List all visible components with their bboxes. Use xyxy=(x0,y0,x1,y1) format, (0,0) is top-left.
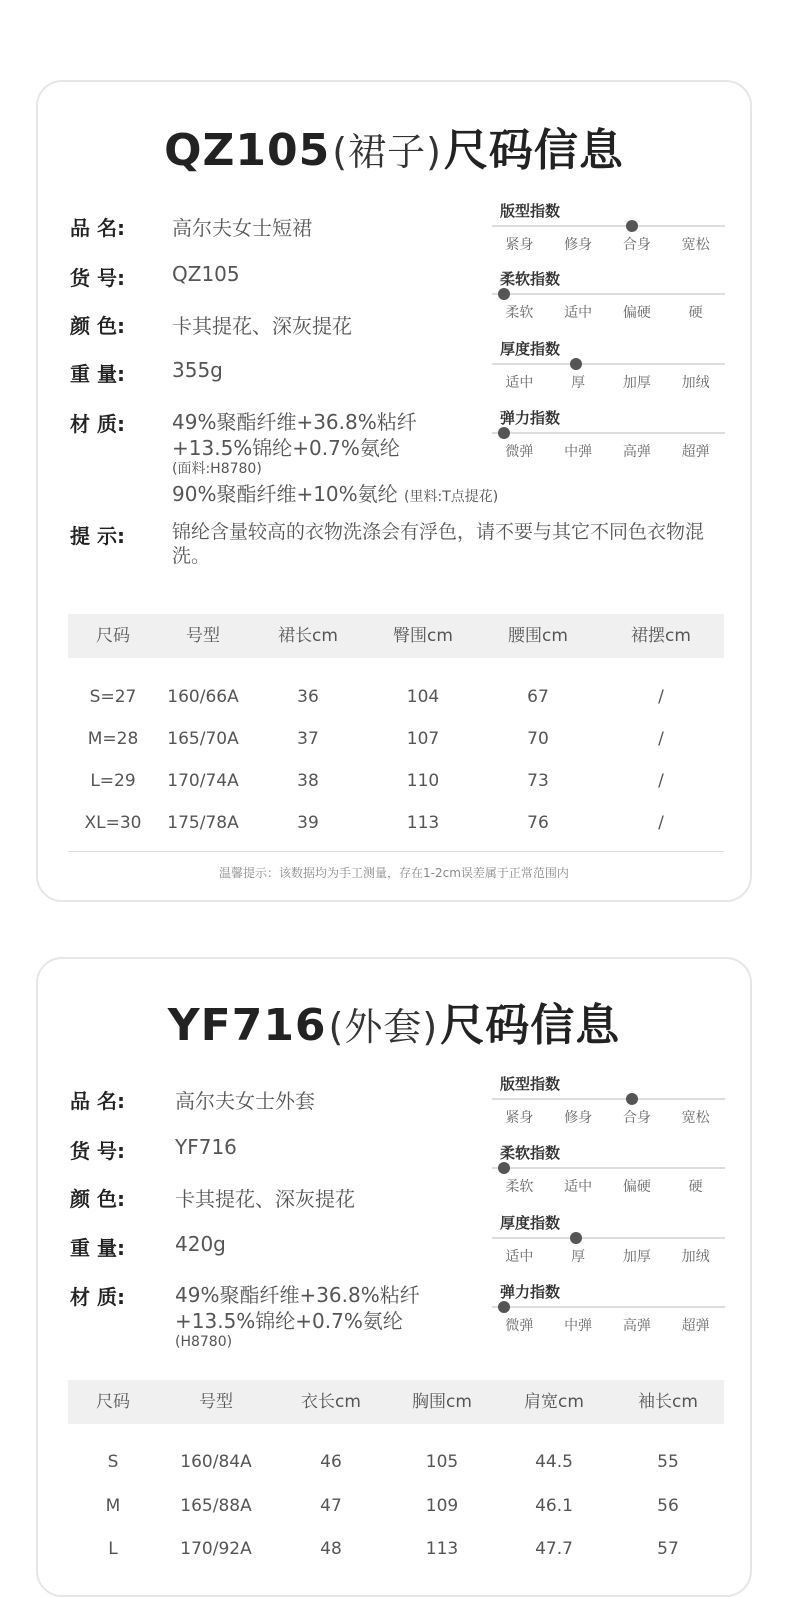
index-marker xyxy=(498,427,510,439)
table-cell: / xyxy=(658,771,664,791)
size-card-yf716 xyxy=(36,957,752,1597)
scale-label: 宽松 xyxy=(681,1110,710,1126)
scale-label: 微弹 xyxy=(505,1318,534,1334)
index-elasticity xyxy=(490,407,725,475)
table-cell: 47 xyxy=(320,1496,342,1516)
scale-label: 柔软 xyxy=(505,305,534,321)
scale-label: 硬 xyxy=(688,1179,703,1195)
table-header xyxy=(68,614,724,658)
scale-label: 加厚 xyxy=(622,1249,651,1265)
scale-label: 中弹 xyxy=(564,444,593,460)
table-cell: 46.1 xyxy=(535,1496,573,1516)
table-cell: 109 xyxy=(425,1496,459,1516)
table-cell: 105 xyxy=(425,1452,459,1472)
measurement-note: 温馨提示：该数据均为手工测量，存在1-2cm误差属于正常范围内 xyxy=(219,866,569,880)
scale-label: 紧身 xyxy=(505,1110,534,1126)
scale-label: 合身 xyxy=(622,237,651,253)
table-row xyxy=(68,766,724,796)
table-cell: 39 xyxy=(297,813,319,833)
index-marker xyxy=(498,288,510,300)
table-header-cell: 号型 xyxy=(199,1392,233,1412)
scale-label: 紧身 xyxy=(505,237,534,253)
table-header-cell: 号型 xyxy=(186,626,220,646)
material-value xyxy=(175,1281,420,1351)
info-value: 高尔夫女士短裙 xyxy=(172,216,312,240)
index-marker xyxy=(570,1232,582,1244)
table-cell: 57 xyxy=(657,1539,679,1559)
table-header-cell: 尺码 xyxy=(96,1392,130,1412)
info-key: 颜 色: xyxy=(70,1187,125,1211)
index-track xyxy=(492,225,725,227)
table-cell: 76 xyxy=(527,813,549,833)
table-row xyxy=(68,724,724,754)
table-cell: 56 xyxy=(657,1496,679,1516)
index-title: 厚度指数 xyxy=(500,1214,561,1232)
table-cell: / xyxy=(658,813,664,833)
info-value: QZ105 xyxy=(172,262,240,286)
index-thickness xyxy=(490,1212,725,1280)
index-scale xyxy=(490,302,725,322)
table-cell: 46 xyxy=(320,1452,342,1472)
material-note: (H8780) xyxy=(175,1334,233,1350)
material-line: +13.5%锦纶+0.7%氨纶 xyxy=(172,436,400,460)
index-track xyxy=(492,1167,725,1169)
table-cell: S=27 xyxy=(89,687,137,707)
table-cell: 170/74A xyxy=(167,771,239,791)
title-code: YF716 xyxy=(167,1000,327,1051)
index-scale xyxy=(490,1315,725,1335)
table-cell: 73 xyxy=(527,771,549,791)
index-track xyxy=(492,1098,725,1100)
material-line: 49%聚酯纤维+36.8%粘纤 xyxy=(172,410,417,434)
index-scale xyxy=(490,441,725,461)
table-cell: / xyxy=(658,729,664,749)
index-track xyxy=(492,293,725,295)
material-note: (里料:T点提花) xyxy=(404,489,499,505)
scale-label: 修身 xyxy=(564,1110,593,1126)
table-cell: S xyxy=(107,1452,119,1472)
index-scale xyxy=(490,1107,725,1127)
table-header-cell: 胸围cm xyxy=(412,1392,472,1412)
table-header-cell: 衣长cm xyxy=(301,1392,361,1412)
info-value: 卡其提花、深灰提花 xyxy=(172,314,352,338)
table-cell: 110 xyxy=(406,771,440,791)
info-value: 高尔夫女士外套 xyxy=(175,1089,315,1113)
scale-label: 中弹 xyxy=(564,1318,593,1334)
index-marker xyxy=(498,1301,510,1313)
table-cell: 165/88A xyxy=(180,1496,252,1516)
table-divider xyxy=(68,851,724,852)
table-header-cell: 臀围cm xyxy=(393,626,453,646)
scale-label: 适中 xyxy=(564,305,593,321)
index-track xyxy=(492,1306,725,1308)
index-scale xyxy=(490,234,725,254)
table-row xyxy=(68,1491,724,1521)
table-cell: 70 xyxy=(527,729,549,749)
scale-label: 适中 xyxy=(564,1179,593,1195)
title-tail: 尺码信息 xyxy=(440,1000,621,1051)
info-key: 提 示: xyxy=(70,524,125,548)
table-row xyxy=(68,808,724,838)
info-key: 品 名: xyxy=(70,216,125,240)
scale-label: 偏硬 xyxy=(622,1179,651,1195)
table-cell: 107 xyxy=(406,729,440,749)
table-cell: 113 xyxy=(406,813,440,833)
info-key: 重 量: xyxy=(70,362,125,386)
index-title: 弹力指数 xyxy=(500,409,561,427)
index-fit xyxy=(490,1073,725,1141)
info-value: 卡其提花、深灰提花 xyxy=(175,1187,355,1211)
table-row xyxy=(68,1447,724,1477)
title-category: (裙子) xyxy=(332,130,442,174)
tip-value: 锦纶含量较高的衣物洗涤会有浮色，请不要与其它不同色衣物混洗。 xyxy=(172,521,705,567)
info-key: 颜 色: xyxy=(70,314,125,338)
table-header-cell: 肩宽cm xyxy=(524,1392,584,1412)
index-fit xyxy=(490,200,725,268)
scale-label: 适中 xyxy=(505,375,534,391)
index-title: 版型指数 xyxy=(500,1075,561,1093)
scale-label: 修身 xyxy=(564,237,593,253)
scale-label: 厚 xyxy=(571,375,586,391)
material-line: 49%聚酯纤维+36.8%粘纤 xyxy=(175,1283,420,1307)
material-line: +13.5%锦纶+0.7%氨纶 xyxy=(175,1309,403,1333)
table-cell: 44.5 xyxy=(535,1452,573,1472)
index-elasticity xyxy=(490,1281,725,1349)
scale-label: 高弹 xyxy=(622,444,651,460)
index-track xyxy=(492,363,725,365)
material-lining xyxy=(172,478,498,513)
info-key: 材 质: xyxy=(70,1285,125,1309)
info-key: 货 号: xyxy=(70,266,125,290)
table-header xyxy=(68,1380,724,1424)
table-cell: 67 xyxy=(527,687,549,707)
table-cell: 36 xyxy=(297,687,319,707)
index-title: 厚度指数 xyxy=(500,340,561,358)
table-cell: 47.7 xyxy=(535,1539,573,1559)
info-value: 355g xyxy=(172,358,223,382)
table-cell: 170/92A xyxy=(180,1539,252,1559)
scale-label: 加绒 xyxy=(681,375,710,391)
table-header-cell: 腰围cm xyxy=(508,626,568,646)
title-category: (外套) xyxy=(328,1005,439,1049)
index-title: 柔软指数 xyxy=(500,270,561,288)
table-row xyxy=(68,1534,724,1564)
index-title: 版型指数 xyxy=(500,202,561,220)
table-cell: M=28 xyxy=(87,729,139,749)
scale-label: 厚 xyxy=(571,1249,586,1265)
card-title xyxy=(38,114,750,178)
info-key: 品 名: xyxy=(70,1089,125,1113)
info-value: YF716 xyxy=(175,1135,237,1159)
scale-label: 加绒 xyxy=(681,1249,710,1265)
index-title: 弹力指数 xyxy=(500,1283,561,1301)
index-track xyxy=(492,432,725,434)
table-cell: 104 xyxy=(406,687,440,707)
index-scale xyxy=(490,372,725,392)
index-marker xyxy=(570,358,582,370)
table-header-cell: 袖长cm xyxy=(638,1392,698,1412)
material-value xyxy=(172,408,498,513)
table-row xyxy=(68,682,724,712)
info-key: 重 量: xyxy=(70,1236,125,1260)
index-thickness xyxy=(490,338,725,406)
table-header-cell: 裙长cm xyxy=(278,626,338,646)
scale-label: 硬 xyxy=(688,305,703,321)
table-cell: L xyxy=(108,1539,118,1559)
index-scale xyxy=(490,1176,725,1196)
scale-label: 加厚 xyxy=(622,375,651,391)
title-tail: 尺码信息 xyxy=(443,125,624,176)
info-key: 材 质: xyxy=(70,412,125,436)
table-header-cell: 裙摆cm xyxy=(631,626,691,646)
table-cell: / xyxy=(658,687,664,707)
scale-label: 高弹 xyxy=(622,1318,651,1334)
table-cell: 160/66A xyxy=(167,687,239,707)
table-cell: L=29 xyxy=(90,771,136,791)
scale-label: 柔软 xyxy=(505,1179,534,1195)
material-note: (面料:H8780) xyxy=(172,461,262,477)
index-title: 柔软指数 xyxy=(500,1144,561,1162)
table-cell: 55 xyxy=(657,1452,679,1472)
material-line: 90%聚酯纤维+10%氨纶 xyxy=(172,482,398,506)
scale-label: 偏硬 xyxy=(622,305,651,321)
index-track xyxy=(492,1237,725,1239)
table-cell: 165/70A xyxy=(167,729,239,749)
index-softness xyxy=(490,268,725,336)
scale-label: 微弹 xyxy=(505,444,534,460)
scale-label: 合身 xyxy=(622,1110,651,1126)
table-cell: 48 xyxy=(320,1539,342,1559)
size-card-qz105 xyxy=(36,80,752,902)
info-key: 货 号: xyxy=(70,1139,125,1163)
table-cell: 37 xyxy=(297,729,319,749)
scale-label: 超弹 xyxy=(681,444,710,460)
table-cell: 113 xyxy=(425,1539,459,1559)
table-cell: 175/78A xyxy=(167,813,239,833)
index-marker xyxy=(498,1162,510,1174)
card-title xyxy=(38,989,750,1053)
scale-label: 适中 xyxy=(505,1249,534,1265)
scale-label: 宽松 xyxy=(681,237,710,253)
table-cell: XL=30 xyxy=(84,813,142,833)
table-cell: 38 xyxy=(297,771,319,791)
table-cell: M xyxy=(105,1496,121,1516)
title-code: QZ105 xyxy=(164,125,331,176)
index-softness xyxy=(490,1142,725,1210)
table-cell: 160/84A xyxy=(180,1452,252,1472)
index-marker xyxy=(626,220,638,232)
index-marker xyxy=(626,1093,638,1105)
scale-label: 超弹 xyxy=(681,1318,710,1334)
table-header-cell: 尺码 xyxy=(96,626,130,646)
info-value: 420g xyxy=(175,1232,226,1256)
index-scale xyxy=(490,1246,725,1266)
